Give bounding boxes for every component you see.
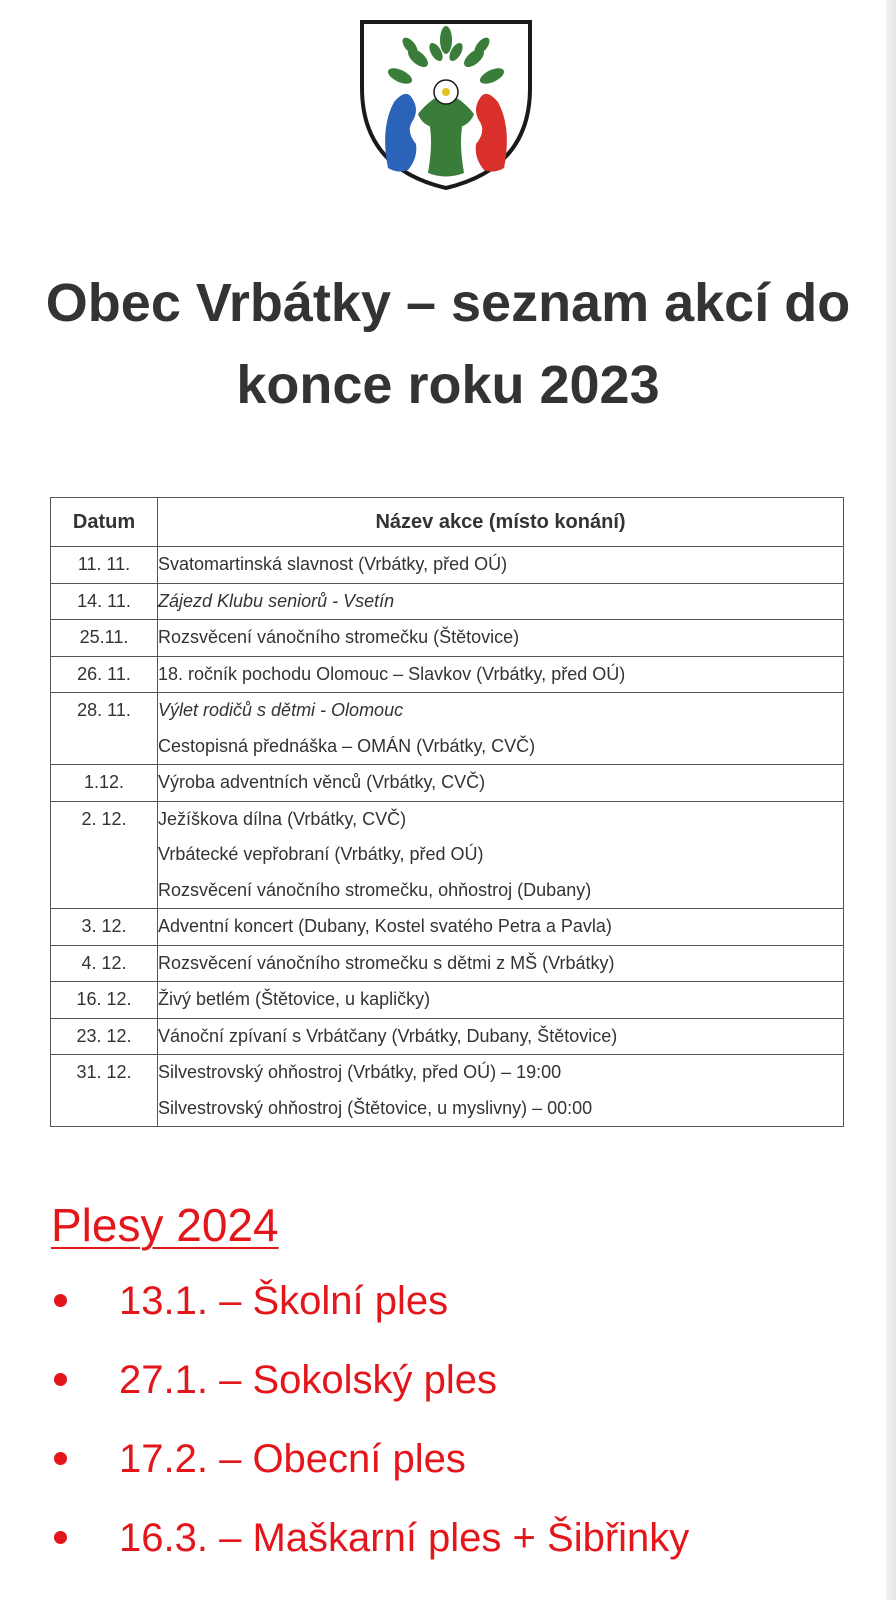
bullet-icon — [54, 1294, 67, 1307]
list-item — [0, 1428, 896, 1507]
event-date: 11. 11. — [77, 554, 131, 574]
event-date-cell — [51, 620, 158, 657]
event-date: 31. 12. — [76, 1062, 132, 1082]
event-date-cell — [51, 945, 158, 982]
event-name: 18. ročník pochodu Olomouc – Slavkov (Vrbátky, před OÚ) — [158, 663, 626, 684]
table-row — [51, 547, 844, 584]
event-date: 1.12. — [83, 772, 125, 792]
plesy-heading: Plesy 2024 — [51, 1199, 279, 1251]
event-name-cell — [158, 982, 844, 1019]
table-row — [51, 982, 844, 1019]
column-header-date: Datum — [51, 498, 158, 547]
event-name: Zájezd Klubu seniorů - Vsetín — [158, 590, 395, 611]
event-name: Vrbátecké vepřobraní (Vrbátky, před OÚ) — [158, 844, 484, 864]
table-row — [51, 909, 844, 946]
event-date: 16. 12. — [76, 989, 132, 1009]
bullet-icon — [54, 1452, 67, 1465]
event-name-cell — [158, 765, 844, 802]
table-row — [51, 1055, 844, 1127]
table-row — [51, 693, 844, 765]
ball-event-text: 13.1. – Školní ples — [119, 1279, 449, 1323]
event-date: 26. 11. — [77, 663, 131, 684]
table-header-row — [51, 498, 844, 547]
event-name: Rozsvěcení vánočního stromečku (Štětovice) — [158, 627, 520, 647]
events-table — [50, 497, 844, 1127]
event-name: Vánoční zpívaní s Vrbátčany (Vrbátky, Dubany, Štětovice) — [158, 1025, 618, 1046]
table-row — [51, 801, 844, 909]
event-date: 14. 11. — [77, 590, 131, 611]
table-row — [51, 583, 844, 620]
table-row — [51, 656, 844, 693]
event-date-cell — [51, 1055, 158, 1127]
event-name: Ježíškova dílna (Vrbátky, CVČ) — [158, 808, 407, 829]
bullet-icon — [54, 1373, 67, 1386]
event-date-cell — [51, 583, 158, 620]
event-name-cell — [158, 693, 844, 765]
list-item — [0, 1507, 896, 1586]
event-name: Výroba adventních věnců (Vrbátky, CVČ) — [158, 772, 486, 792]
event-date-cell — [51, 765, 158, 802]
list-item — [0, 1270, 896, 1349]
event-name-cell — [158, 547, 844, 584]
event-name: Adventní koncert (Dubany, Kostel svatého Petra a Pavla) — [158, 916, 612, 936]
event-date-cell — [51, 801, 158, 909]
event-name: Cestopisná přednáška – OMÁN (Vrbátky, CVČ) — [158, 735, 536, 756]
event-date: 25.11. — [79, 627, 129, 647]
event-name: Rozsvěcení vánočního stromečku, ohňostroj (Dubany) — [158, 879, 592, 900]
event-date: 23. 12. — [76, 1025, 132, 1046]
event-name: Výlet rodičů s dětmi - Olomouc — [158, 700, 404, 720]
event-name-cell — [158, 1055, 844, 1127]
crest-emblem — [358, 18, 536, 194]
event-name-cell — [158, 1018, 844, 1055]
event-name-cell — [158, 620, 844, 657]
ball-event-text: 17.2. – Obecní ples — [119, 1437, 466, 1481]
events-table-body — [51, 547, 844, 1127]
event-date-cell — [51, 982, 158, 1019]
table-row — [51, 1018, 844, 1055]
event-date: 2. 12. — [81, 808, 127, 829]
event-name-cell — [158, 656, 844, 693]
list-item — [0, 1349, 896, 1428]
column-header-name: Název akce (místo konání) — [158, 498, 844, 547]
event-name: Rozsvěcení vánočního stromečku s dětmi z MŠ (Vrbátky) — [158, 952, 615, 973]
event-name: Svatomartinská slavnost (Vrbátky, před OÚ) — [158, 554, 508, 574]
event-name-cell — [158, 909, 844, 946]
event-date-cell — [51, 547, 158, 584]
table-row — [51, 620, 844, 657]
ball-event-text: 16.3. – Maškarní ples + Šibřinky — [119, 1516, 690, 1560]
event-date: 28. 11. — [77, 700, 131, 720]
event-date-cell — [51, 909, 158, 946]
event-name-cell — [158, 583, 844, 620]
ball-event-text: 27.1. – Sokolský ples — [119, 1358, 497, 1402]
event-date: 3. 12. — [81, 916, 127, 936]
event-date-cell — [51, 1018, 158, 1055]
event-date-cell — [51, 693, 158, 765]
event-name: Živý betlém (Štětovice, u kapličky) — [158, 989, 431, 1009]
plesy-list — [0, 1270, 896, 1586]
event-date: 4. 12. — [81, 952, 127, 973]
event-name-cell — [158, 801, 844, 909]
bullet-icon — [54, 1531, 67, 1544]
event-date-cell — [51, 656, 158, 693]
event-name: Silvestrovský ohňostroj (Štětovice, u myslivny) – 00:00 — [158, 1097, 593, 1118]
page-title: Obec Vrbátky – seznam akcí do konce roku 2023 — [45, 273, 851, 415]
event-name-cell — [158, 945, 844, 982]
table-row — [51, 765, 844, 802]
event-name: Silvestrovský ohňostroj (Vrbátky, před OÚ) – 19:00 — [158, 1062, 562, 1082]
table-row — [51, 945, 844, 982]
